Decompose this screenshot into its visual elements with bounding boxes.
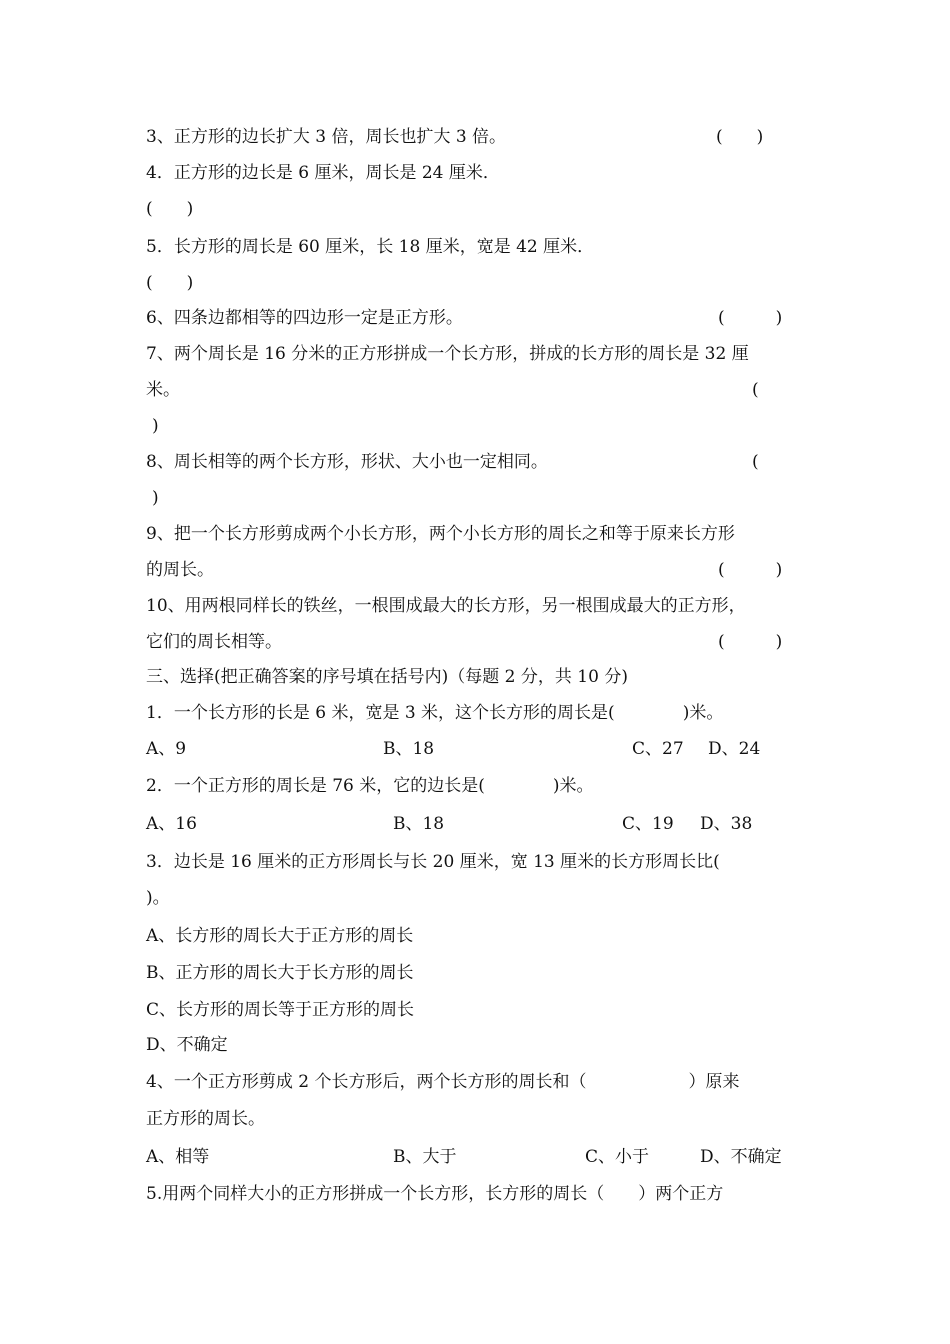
choice-question-3-cont: )。 xyxy=(146,888,170,908)
answer-bracket-10: ( ) xyxy=(718,632,783,652)
choice-1-option-d: D、24 xyxy=(708,739,761,759)
choice-2-option-c: C、19 xyxy=(622,814,674,834)
answer-bracket-7-open: ( xyxy=(752,380,759,400)
choice-question-5: 5.用两个同样大小的正方形拼成一个长方形，长方形的周长（ ）两个正方 xyxy=(146,1184,724,1204)
choice-3-option-c: C、长方形的周长等于正方形的周长 xyxy=(146,1000,415,1020)
section-heading-choice: 三、选择(把正确答案的序号填在括号内)（每题 2 分，共 10 分) xyxy=(146,667,628,687)
choice-question-4: 4、一个正方形剪成 2 个长方形后，两个长方形的周长和（ ）原来 xyxy=(146,1072,740,1092)
question-5: 5．长方形的周长是 60 厘米，长 18 厘米，宽是 42 厘米． xyxy=(146,237,595,257)
question-8: 8、周长相等的两个长方形，形状、大小也一定相同。 xyxy=(146,452,548,472)
answer-bracket-4: ( ) xyxy=(146,199,194,219)
choice-1-option-c: C、27 xyxy=(632,739,684,759)
answer-bracket-8-close: ) xyxy=(152,488,159,508)
answer-bracket-6: ( ) xyxy=(718,308,783,328)
choice-2-option-a: A、16 xyxy=(146,814,197,834)
choice-4-option-a: A、相等 xyxy=(146,1147,210,1167)
choice-question-2: 2．一个正方形的周长是 76 米，它的边长是( )米。 xyxy=(146,776,594,796)
choice-question-1: 1．一个长方形的长是 6 米，宽是 3 米，这个长方形的周长是( )米。 xyxy=(146,703,724,723)
choice-3-option-a: A、长方形的周长大于正方形的周长 xyxy=(146,926,414,946)
answer-bracket-3: ( ) xyxy=(716,127,764,147)
choice-1-option-b: B、18 xyxy=(383,739,435,759)
question-4: 4．正方形的边长是 6 厘米，周长是 24 厘米． xyxy=(146,163,500,183)
choice-4-option-d: D、不确定 xyxy=(700,1147,782,1167)
choice-2-option-d: D、38 xyxy=(700,814,753,834)
answer-bracket-8-open: ( xyxy=(752,452,759,472)
answer-bracket-5: ( ) xyxy=(146,273,194,293)
question-10-cont: 它们的周长相等。 xyxy=(146,632,282,652)
choice-question-3: 3．边长是 16 厘米的正方形周长与长 20 厘米，宽 13 厘米的长方形周长比( xyxy=(146,852,720,872)
choice-4-option-c: C、小于 xyxy=(585,1147,650,1167)
question-7-cont: 米。 xyxy=(146,380,180,400)
choice-2-option-b: B、18 xyxy=(393,814,445,834)
question-6: 6、四条边都相等的四边形一定是正方形。 xyxy=(146,308,463,328)
answer-bracket-9: ( ) xyxy=(718,560,783,580)
choice-1-option-a: A、9 xyxy=(146,739,187,759)
question-3: 3、正方形的边长扩大 3 倍，周长也扩大 3 倍。 xyxy=(146,127,507,147)
choice-3-option-d: D、不确定 xyxy=(146,1035,228,1055)
question-9-cont: 的周长。 xyxy=(146,560,214,580)
question-9: 9、把一个长方形剪成两个小长方形，两个小长方形的周长之和等于原来长方形 xyxy=(146,524,735,544)
choice-question-4-cont: 正方形的周长。 xyxy=(146,1109,265,1129)
choice-3-option-b: B、正方形的周长大于长方形的周长 xyxy=(146,963,414,983)
answer-bracket-7-close: ) xyxy=(152,416,159,436)
question-7: 7、两个周长是 16 分米的正方形拼成一个长方形，拼成的长方形的周长是 32 厘 xyxy=(146,344,749,364)
choice-4-option-b: B、大于 xyxy=(393,1147,457,1167)
question-10: 10、用两根同样长的铁丝，一根围成最大的长方形，另一根围成最大的正方形， xyxy=(146,596,746,616)
